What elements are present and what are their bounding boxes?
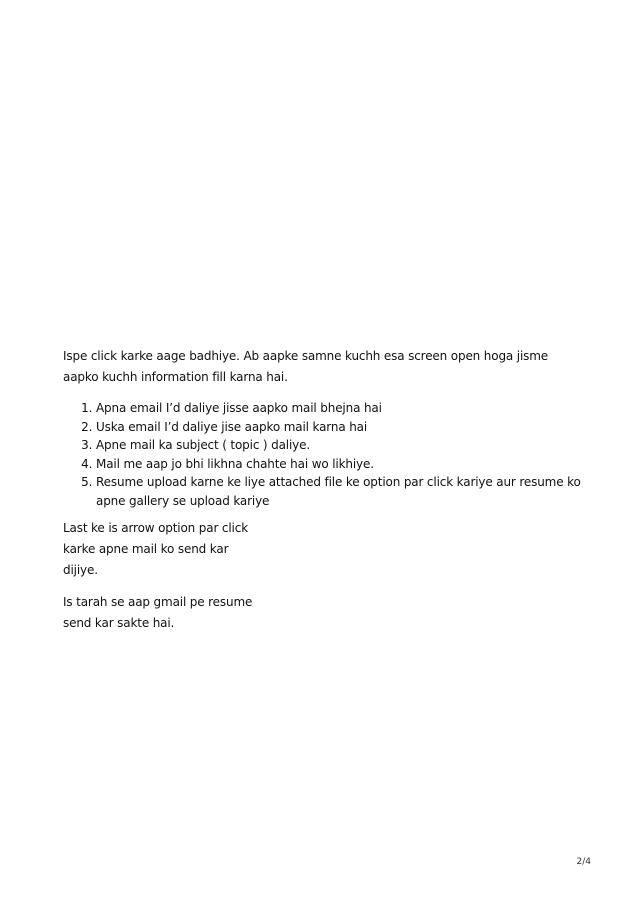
step-item: 4. Mail me aap jo bhi likhna chahte hai wo likhiye. <box>96 455 583 474</box>
page-content <box>63 346 583 645</box>
intro-paragraph: Ispe click karke aage badhiye. Ab aapke samne kuchh esa screen open hoga jisme aapko kuchh information fill karna hai. <box>63 349 549 384</box>
step-item: 3. Apne mail ka subject ( topic ) daliye. <box>96 436 583 455</box>
last-step-paragraph: Last ke is arrow option par click karke apne mail ko send kar dijiye. <box>63 521 248 577</box>
step-item: 1. Apna email I’d daliye jisse aapko mail bhejna hai <box>96 399 583 418</box>
closing-paragraph: Is tarah se aap gmail pe resume send kar sakte hai. <box>63 595 253 630</box>
step-item: 2. Uska email I’d daliye jise aapko mail karna hai <box>96 418 583 437</box>
step-item: 5. Resume upload karne ke liye attached file ke option par click kariye aur resume ko apne gallery se upload kariye <box>96 473 583 510</box>
page-number: 2/4 <box>576 857 591 867</box>
steps-list <box>63 399 583 510</box>
